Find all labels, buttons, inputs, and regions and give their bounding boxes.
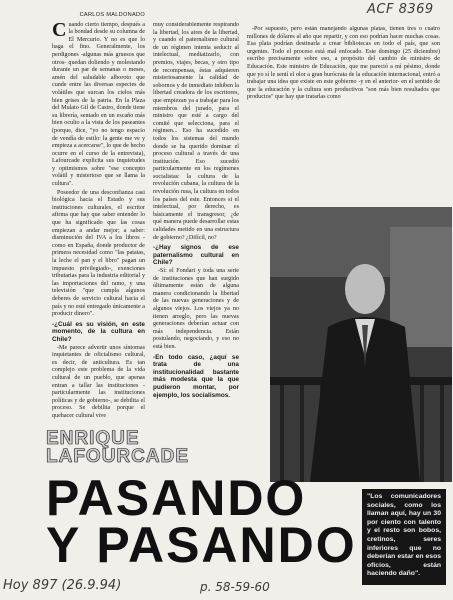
pull-quote: "Los comunicadores sociales, como los llaman aquí, hay un 30 por ciento con talento y el resto son bobos, cretinos, seres inferiores que no deberían estar en esos oficios, están haciendo daño". (362, 489, 446, 585)
archive-id-stamp: ACF 8369 (367, 2, 434, 17)
article-column-1 (52, 12, 145, 426)
portrait-image (270, 207, 452, 482)
handwritten-page-reference: p. 58-59-60 (200, 580, 270, 594)
paragraph: muy considerablemente respirando la libertad, los aires de la libertad, y cuando el paternalismo cultural de un régimen intenta seducir al intelectual, mediatizarlo, con premios, viajes, becas, y otro tipo de recompensas, éstas adquieren misteriosamente la calidad de sobornos y de inmediato inhiben la libertad creadora de los escritores, que empiezan ya a trabajar para los miembros del jurado, para el ministro que esté a cargo del comité que selecciona, para el régimen... Eso ha sucedido en todos los sistemas del mundo donde se ha querido dominar el proceso cultural a través de una institución. Eso sucedió particularmente en los regímenes socialistas: la cultura de la revolución cubana, la cultura de la revolución rusa, la cultura en todos los países del este. Entonces si el intelectual, por derecho, es básicamente el transgresor, ¿de qué manera puede desarrollar estas calidades metido en una estructura de gobierno? ¿Difícil, no? (153, 22, 239, 241)
interview-question: -En todo caso, ¿aquí se trata de una institucionalidad bastante más modesta que la que pudieron montar, por ejemplo, los socialismos. (153, 353, 239, 399)
handwritten-source-note: Hoy 897 (26.9.94) (3, 578, 122, 593)
paragraph: -Sí: el Fondart y toda una serie de instituciones que han surgido últimamente están de alguna manera condicionando la libertad de las nuevas generaciones y de algunos viejos. Los viejos ya no tienen arreglo, pero las nuevas generaciones deberían actuar con más independencia. Están postulando, negociando, y eso no está bien. (153, 268, 239, 350)
article-column-3 (247, 26, 440, 206)
interview-question: -¿Hay signos de ese paternalismo cultural en Chile? (153, 244, 239, 267)
drop-cap: C (52, 18, 67, 41)
author-name: ENRIQUE LAFOURCADE (46, 428, 189, 467)
paragraph: Poseedor de una desconfianza casi biológica hacia el Estado y sus instituciones culturales, el escritor afirma que hay que saber entender lo que ha significado que las cosas empiezan a andar mejor; a saber: disminución del IVA a los libros -como en España, donde productor de primera necesidad como "las patatas, la leche el pan y el libro" pagan un impuesto privilegiado-, exenciones tributarias para la industria editorial y las importaciones del ramo, y una televisión "que cumpla algunos deberes de servicio cultural hacia el país y no esté entregado únicamente a producir dinero". (52, 189, 145, 318)
byline: CARLOS MALDONADO (79, 12, 145, 18)
paragraph: -Por supuesto, pero están manejando algunas platas, tienen tres o cuatro millones de dólares al año que repartir, y con eso podrían hacer muchas cosas. Esa plata podrían destinarla a crear bibliotecas en todo el país, que son urgentes. Todo el proceso está mal enfocado. Este domingo (25 diciembre) escribo precisamente sobre eso, a propósito del cambio de ministro de Educación. Este ministro de Educación, que me pareció a mí pésimo, donde que yo sí le sentí el olor a gran burócrata de la educación internacional, entró a trabajar una idea que existe en este gobierno -y en el anterior- en el sentido de que la educación y la cultura son productivos "son más bien resultados que productos" que hay que tratarlas como (247, 26, 440, 101)
interview-question: -¿Cuál es su visión, en este momento, de la cultura en Chile? (52, 320, 145, 343)
article-column-2 (153, 22, 239, 424)
headline (46, 470, 406, 573)
author-photo (270, 207, 452, 482)
paragraph: -Me parece advertir unos síntomas inquietantes de oficialismo cultural, es decir, de anticultura. Es tan complejo este problema de la vida cultural de un pueblo, que apenas entran a tallar las instituciones -particularmente las instituciones políticas y de gobierno-, se debilita el proceso. Se debilita porque el quehacer cultural vive (52, 344, 145, 419)
headline-line: PASANDO (46, 470, 307, 526)
headline-line: Y PASANDO (46, 517, 357, 573)
opening-paragraph: Cuando cierto tiempo, después a la bondad desde su columna de El Mercurio. Y no es que lo haga el fino. Generalmente, los perdigones -algunas más gruesos que otros- quedan doliendo y molestando durante un par de semanas o meses, amén del saludable alboroto que cunde entre las diversas especies de volátiles que surcan los cielos más bien grises de la patria. En la Plaza del Mulato Gil de Castro, donde tiene su librería, sentado en un escaño más bien oculto a la vista de los paseantes (porque, dice, "yo no tengo espacio de vendía de estilo: la gente me ve y empieza a acercarse", lo que de hecho ocurre en el curso de la entrevista), Lafourcade explicita sus inquietudes y optimismos sobre "ese concepto volátil y misterioso que se llama la cultura". (52, 18, 145, 188)
